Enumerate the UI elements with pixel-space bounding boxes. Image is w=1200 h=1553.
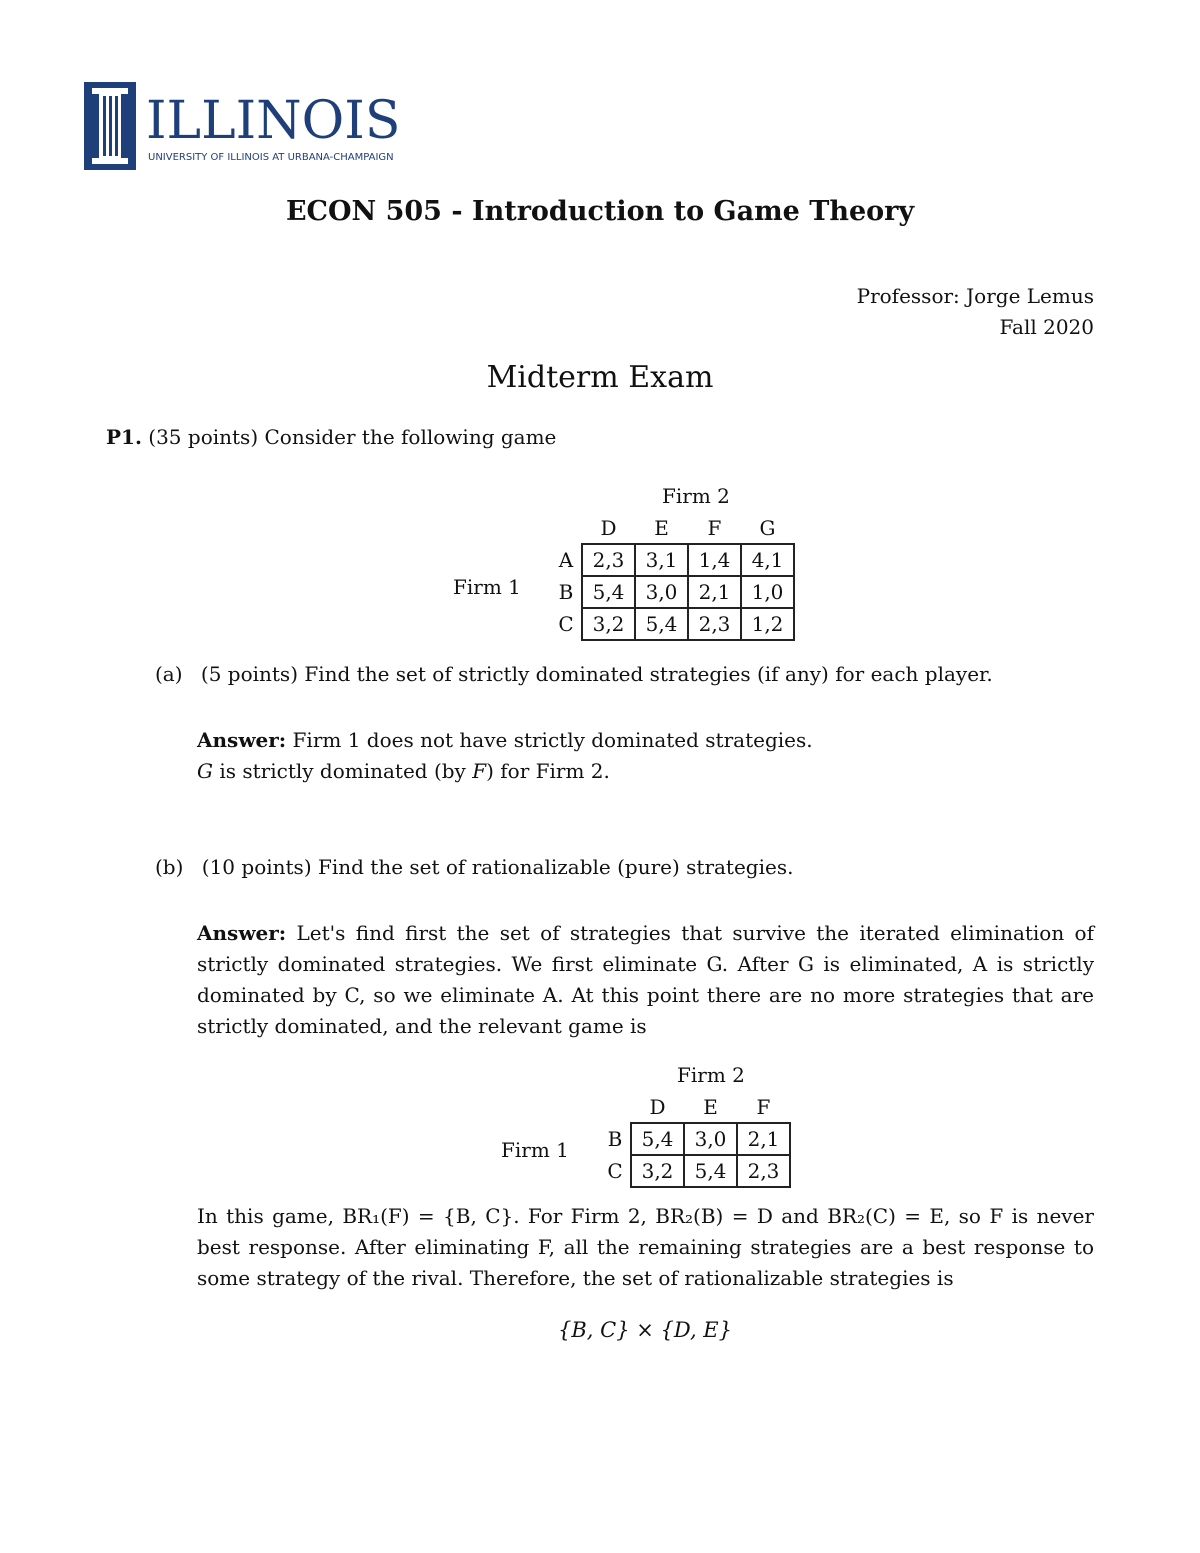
- answer-label: Answer:: [197, 728, 287, 752]
- table-row: [600, 1123, 790, 1155]
- col-label: D: [649, 1095, 666, 1119]
- answer-line2: G is strictly dominated (by F) for Firm 2.: [197, 759, 610, 783]
- part-b-conclusion: In this game, BR₁(F) = {B, C}. For Firm 2, BR₂(B) = D and BR₂(C) = E, so F is never best response. After eliminating F, all the remaining strategies are a best response to some strategy of the rival. Therefore, the set of rationalizable strategies is: [197, 1204, 1094, 1290]
- problem-statement: [106, 425, 556, 449]
- row-label: B: [558, 580, 574, 604]
- answer-label: Answer:: [197, 921, 287, 945]
- part-b-label: (b): [155, 855, 184, 879]
- course-title: ECON 505 - Introduction to Game Theory: [285, 196, 915, 227]
- part-b-question: [155, 852, 793, 883]
- problem-text: (35 points) Consider the following game: [148, 425, 557, 449]
- answer-line1: Firm 1 does not have strictly dominated strategies.: [292, 728, 813, 752]
- game2-payoff-matrix: [600, 1092, 791, 1188]
- row-label: B: [607, 1127, 623, 1151]
- col-label: D: [600, 516, 617, 540]
- part-b-text: (10 points) Find the set of rationalizable (pure) strategies.: [201, 855, 794, 879]
- logo-subline: UNIVERSITY OF ILLINOIS AT URBANA-CHAMPAIGN: [148, 152, 394, 163]
- header-info: [857, 281, 1094, 343]
- table-row: [551, 544, 794, 576]
- part-a-answer: [197, 725, 1094, 787]
- payoff-cell: 1,2: [741, 608, 794, 640]
- problem-label: P1.: [106, 425, 142, 449]
- payoff-cell: 3,1: [635, 544, 688, 576]
- game1-player2: Firm 2: [662, 484, 730, 508]
- col-label: E: [654, 516, 669, 540]
- part-a-label: (a): [155, 662, 183, 686]
- illinois-logo: [70, 78, 410, 178]
- exam-title: Midterm Exam: [486, 360, 714, 395]
- game1-header-row: [551, 513, 794, 544]
- payoff-cell: 4,1: [741, 544, 794, 576]
- table-row: [551, 608, 794, 640]
- payoff-cell: 2,1: [737, 1123, 790, 1155]
- part-a-text: (5 points) Find the set of strictly dominated strategies (if any) for each player.: [200, 662, 993, 686]
- table-row: [551, 576, 794, 608]
- part-a-question: [155, 659, 993, 690]
- payoff-cell: 1,4: [688, 544, 741, 576]
- payoff-cell: 2,1: [688, 576, 741, 608]
- payoff-cell: 5,4: [631, 1123, 684, 1155]
- answer-body: Let's find first the set of strategies that survive the iterated elimination of strictly dominated strategies. We first eliminate G. After G is eliminated, A is strictly dominated by C, so we eliminate A. At this point there are no more strategies that are strictly dominated, and the relevant game is: [197, 921, 1094, 1038]
- col-label: E: [703, 1095, 718, 1119]
- payoff-cell: 3,2: [582, 608, 635, 640]
- term: Fall 2020: [999, 315, 1094, 339]
- payoff-cell: 5,4: [582, 576, 635, 608]
- game2-header-row: [600, 1092, 790, 1123]
- payoff-cell: 2,3: [688, 608, 741, 640]
- row-label: C: [558, 612, 574, 636]
- payoff-cell: 1,0: [741, 576, 794, 608]
- payoff-cell: 2,3: [582, 544, 635, 576]
- payoff-cell: 3,0: [635, 576, 688, 608]
- col-label: F: [707, 516, 722, 540]
- col-label: G: [759, 516, 776, 540]
- payoff-cell: 5,4: [635, 608, 688, 640]
- rationalizable-set: {B, C} × {D, E}: [557, 1318, 732, 1342]
- row-label: C: [607, 1159, 623, 1183]
- game2-player2: Firm 2: [677, 1063, 745, 1087]
- row-label: A: [558, 548, 574, 572]
- game1-player1: Firm 1: [453, 575, 521, 599]
- payoff-cell: 3,2: [631, 1155, 684, 1187]
- payoff-cell: 5,4: [684, 1155, 737, 1187]
- payoff-cell: 3,0: [684, 1123, 737, 1155]
- part-b-answer: [197, 918, 1094, 1042]
- col-label: F: [756, 1095, 771, 1119]
- game1-payoff-matrix: [551, 513, 795, 641]
- table-row: [600, 1155, 790, 1187]
- professor: Professor: Jorge Lemus: [856, 284, 1094, 308]
- payoff-cell: 2,3: [737, 1155, 790, 1187]
- logo-wordmark: ILLINOIS: [146, 91, 401, 151]
- game2-player1: Firm 1: [501, 1138, 569, 1162]
